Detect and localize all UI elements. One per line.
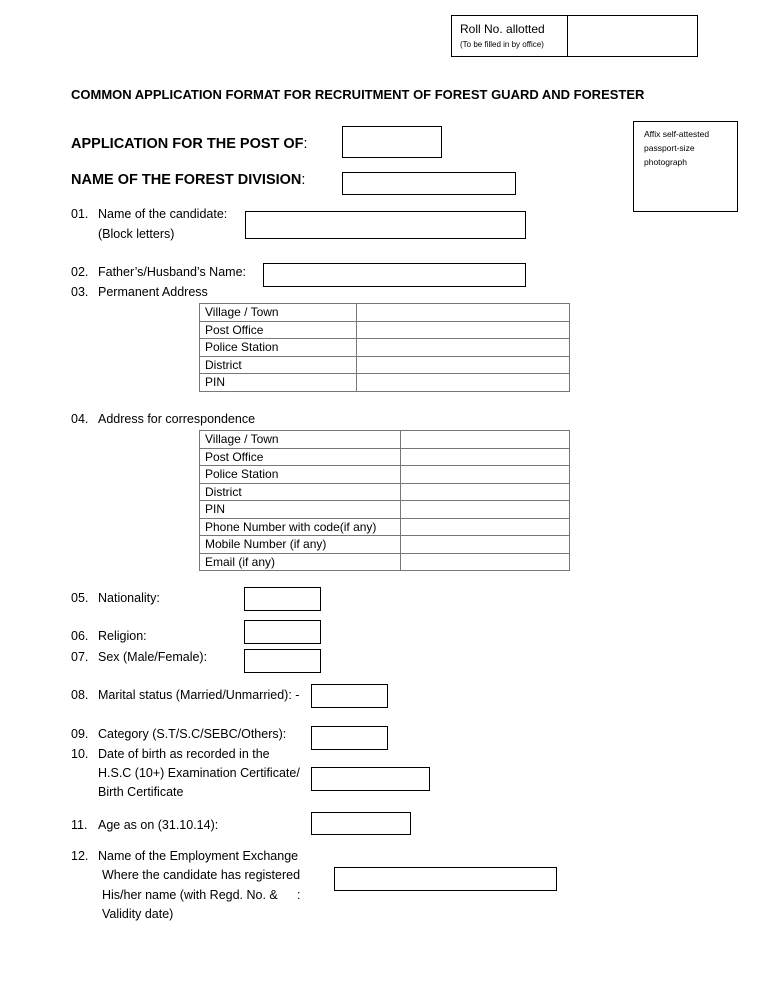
permanent-police-station-label: Police Station: [200, 339, 357, 357]
field-06-number: 06.: [71, 629, 89, 643]
corr-pin-label: PIN: [200, 501, 401, 519]
table-row: [200, 339, 570, 357]
field-02-number: 02.: [71, 265, 89, 279]
permanent-post-office-input[interactable]: [356, 321, 569, 339]
field-01-label: Name of the candidate:: [98, 207, 228, 221]
field-05-number: 05.: [71, 591, 89, 605]
table-row: [200, 466, 570, 484]
table-row: [200, 536, 570, 554]
division-field[interactable]: [342, 172, 516, 195]
field-07-number: 07.: [71, 650, 89, 664]
field-07-label: Sex (Male/Female):: [98, 650, 208, 664]
corr-mobile-input[interactable]: [400, 536, 569, 554]
table-row: [200, 518, 570, 536]
photo-line-2: passport-size: [644, 143, 695, 153]
roll-number-note: (To be filled in by office): [460, 40, 544, 49]
date-of-birth-field[interactable]: [311, 767, 430, 791]
corr-police-station-label: Police Station: [200, 466, 401, 484]
permanent-police-station-input[interactable]: [356, 339, 569, 357]
table-row: [200, 501, 570, 519]
religion-field[interactable]: [244, 620, 321, 644]
field-12-number: 12.: [71, 849, 89, 863]
field-12-line2: Where the candidate has registered: [102, 868, 301, 882]
table-row: [200, 374, 570, 392]
corr-police-station-input[interactable]: [400, 466, 569, 484]
field-12-colon: :: [297, 888, 301, 902]
field-03-number: 03.: [71, 285, 89, 299]
category-field[interactable]: [311, 726, 388, 750]
post-field[interactable]: [342, 126, 442, 158]
permanent-address-table: [199, 303, 570, 392]
roll-number-label-cell: [452, 16, 568, 56]
permanent-village-label: Village / Town: [200, 304, 357, 322]
roll-number-field[interactable]: [568, 16, 697, 56]
field-12-label: Name of the Employment Exchange: [98, 849, 299, 863]
field-05-label: Nationality:: [98, 591, 160, 605]
permanent-pin-label: PIN: [200, 374, 357, 392]
form-title: COMMON APPLICATION FORMAT FOR RECRUITMENT OF FOREST GUARD AND FORESTER: [71, 87, 645, 102]
permanent-post-office-label: Post Office: [200, 321, 357, 339]
corr-post-office-label: Post Office: [200, 448, 401, 466]
field-10-label: Date of birth as recorded in the: [98, 747, 270, 761]
permanent-pin-input[interactable]: [356, 374, 569, 392]
permanent-village-input[interactable]: [356, 304, 569, 322]
permanent-district-input[interactable]: [356, 356, 569, 374]
corr-phone-input[interactable]: [400, 518, 569, 536]
nationality-field[interactable]: [244, 587, 321, 611]
table-row: [200, 431, 570, 449]
field-08-number: 08.: [71, 688, 89, 702]
marital-status-field[interactable]: [311, 684, 388, 708]
field-01-sublabel: (Block letters): [98, 227, 175, 241]
field-11-number: 11.: [71, 818, 88, 832]
field-11-label: Age as on (31.10.14):: [98, 818, 219, 832]
field-10-line2: H.S.C (10+) Examination Certificate/: [98, 766, 300, 780]
table-row: [200, 304, 570, 322]
field-03-label: Permanent Address: [98, 285, 208, 299]
field-01-number: 01.: [71, 207, 89, 221]
field-12-line4: Validity date): [102, 907, 174, 921]
field-08-label: Marital status (Married/Unmarried): -: [98, 688, 300, 702]
field-10-line3: Birth Certificate: [98, 785, 184, 799]
corr-village-input[interactable]: [400, 431, 569, 449]
corr-district-label: District: [200, 483, 401, 501]
permanent-district-label: District: [200, 356, 357, 374]
age-field[interactable]: [311, 812, 411, 835]
post-label: APPLICATION FOR THE POST OF:: [71, 136, 308, 152]
father-husband-name-field[interactable]: [263, 263, 526, 287]
table-row: [200, 553, 570, 571]
table-row: [200, 356, 570, 374]
employment-exchange-field[interactable]: [334, 867, 557, 891]
candidate-name-field[interactable]: [245, 211, 526, 239]
roll-number-label: Roll No. allotted: [460, 22, 545, 36]
field-09-number: 09.: [71, 727, 89, 741]
photo-line-3: photograph: [644, 157, 688, 167]
corr-mobile-label: Mobile Number (if any): [200, 536, 401, 554]
field-02-label: Father’s/Husband’s Name:: [98, 265, 246, 279]
sex-field[interactable]: [244, 649, 321, 673]
corr-email-label: Email (if any): [200, 553, 401, 571]
table-row: [200, 448, 570, 466]
table-row: [200, 483, 570, 501]
corr-pin-input[interactable]: [400, 501, 569, 519]
corr-phone-label: Phone Number with code(if any): [200, 518, 401, 536]
corr-email-input[interactable]: [400, 553, 569, 571]
field-12-line3: His/her name (with Regd. No. &: [102, 888, 278, 902]
corr-village-label: Village / Town: [200, 431, 401, 449]
photo-line-1: Affix self-attested: [644, 129, 710, 139]
division-label: NAME OF THE FOREST DIVISION:: [71, 172, 306, 188]
field-06-label: Religion:: [98, 629, 147, 643]
field-04-number: 04.: [71, 412, 89, 426]
photo-box[interactable]: [633, 121, 738, 212]
table-row: [200, 321, 570, 339]
field-04-label: Address for correspondence: [98, 412, 256, 426]
roll-number-box: [451, 15, 698, 57]
field-10-number: 10.: [71, 747, 89, 761]
corr-district-input[interactable]: [400, 483, 569, 501]
correspondence-address-table: [199, 430, 570, 571]
field-09-label: Category (S.T/S.C/SEBC/Others):: [98, 727, 287, 741]
corr-post-office-input[interactable]: [400, 448, 569, 466]
